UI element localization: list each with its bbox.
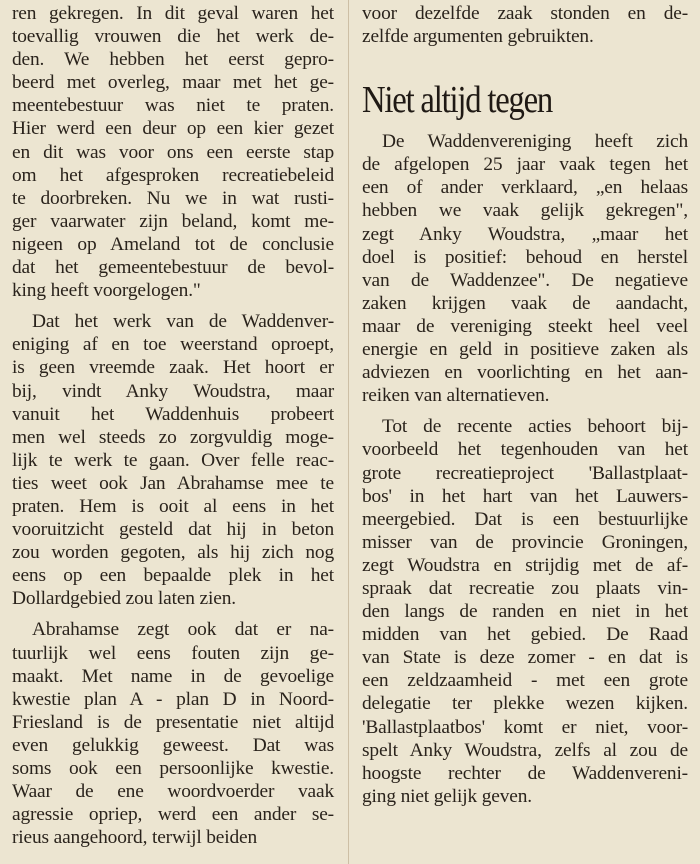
- text-line: ging niet gelijk geven.: [362, 785, 532, 807]
- text-line: van State is deze zomer - en dat is: [362, 647, 688, 669]
- text-line: ren gekregen. In dit geval waren het: [12, 3, 334, 24]
- text-line: Abrahamse zegt ook dat er na-: [32, 619, 334, 641]
- lead-paragraph: [362, 2, 688, 48]
- text-line: soms ook een persoonlijke kwestie.: [12, 758, 334, 779]
- text-line: ties weet ook Jan Abrahamse mee te: [12, 472, 334, 494]
- text-line: grote recreatieproject 'Ballastplaat-: [362, 462, 688, 484]
- text-line: Tot de recente acties behoort bij-: [382, 416, 688, 438]
- text-line: eens op een bepaalde plek in het: [12, 565, 334, 587]
- section-headline: Niet altijd tegen: [362, 79, 553, 122]
- text-line: den langs de randen en niet in het: [362, 601, 688, 623]
- text-line: men wel steeds zo zorgvuldig moge-: [12, 426, 334, 448]
- text-line: de afgelopen 25 jaar vaak tegen het: [362, 154, 688, 176]
- text-line: misser van de provincie Groningen,: [362, 531, 688, 553]
- text-line: hoogste rechter de Waddenvereni-: [362, 762, 688, 784]
- text-line: meentebestuur was niet te praten.: [12, 95, 334, 117]
- paragraph: [12, 618, 334, 849]
- text-line: vanuit het Waddenhuis probeert: [12, 403, 334, 425]
- text-line: spraak dat recreatie zou plaats vin-: [362, 577, 688, 599]
- right-body: [362, 130, 688, 808]
- text-line: kwestie plan A - plan D in Noord-: [12, 688, 334, 710]
- paragraph: [12, 2, 334, 302]
- text-line: beerd met overleg, maar met het ge-: [12, 72, 334, 94]
- text-line: van de Waddenzee". De negatieve: [362, 269, 688, 291]
- text-line: zegt Anky Woudstra, „maar het: [362, 223, 688, 245]
- text-line: een of ander verklaard, „en helaas: [362, 177, 688, 199]
- paragraph: [362, 130, 688, 407]
- text-line: bos' in het hart van het Lauwers-: [362, 485, 688, 507]
- text-line: bij, vindt Anky Woudstra, maar: [12, 380, 334, 402]
- text-line: zou worden gegoten, als hij zich nog: [12, 542, 334, 564]
- text-line: Dat het werk van de Waddenver-: [32, 311, 334, 333]
- text-line: maakt. Met name in de gevoelige: [12, 665, 334, 687]
- text-line: spelt Anky Woudstra, zelfs al zou de: [362, 739, 688, 761]
- text-line: nigeen op Ameland tot de conclusie: [12, 233, 334, 255]
- text-line: om het afgesproken recreatiebeleid: [12, 164, 334, 186]
- text-line: doel is positief: behoud en herstel: [362, 246, 688, 268]
- text-line: Friesland is de presentatie niet altijd: [12, 711, 334, 733]
- paragraph: [362, 415, 688, 808]
- text-line: even gelukkig geweest. Dat was: [12, 734, 334, 756]
- text-line: toevallig vrouwen die het werk de-: [12, 26, 334, 48]
- text-line: meergebied. Dat is een bestuurlijke: [362, 508, 688, 530]
- paragraph-gap: [12, 302, 334, 310]
- text-line: hebben we vaak gelijk gekregen",: [362, 200, 688, 222]
- paragraph-gap: [12, 610, 334, 618]
- text-line: en dit was voor ons een eerste stap: [12, 141, 334, 163]
- text-line: adviezen en voorlichting en het aan-: [362, 362, 688, 384]
- text-line: midden van het gebied. De Raad: [362, 624, 688, 646]
- text-line: praten. Hem is ooit al eens in het: [12, 495, 334, 517]
- text-line: een zeldzaamheid - met een grote: [362, 670, 688, 692]
- text-line: De Waddenvereniging heeft zich: [382, 131, 688, 153]
- text-line: te doorbreken. Nu we in wat rusti-: [12, 187, 334, 209]
- text-line: energie en geld in positieve zaken als: [362, 339, 688, 361]
- text-line: Dollardgebied zou laten zien.: [12, 588, 236, 610]
- text-line: eniging af en toe weerstand oproept,: [12, 334, 334, 356]
- text-line: zaken krijgen vaak de aandacht,: [362, 292, 688, 314]
- right-column: [362, 2, 688, 808]
- text-line: king heeft voorgelogen.": [12, 280, 201, 302]
- paragraph: [12, 310, 334, 610]
- paragraph-gap: [362, 407, 688, 415]
- left-column: [12, 2, 334, 849]
- text-line: dat het gemeentebestuur de bevol-: [12, 257, 334, 279]
- paragraph: [362, 2, 688, 48]
- text-line: vooruitzicht gesteld dat hij in beton: [12, 519, 334, 541]
- text-line: den. We hebben het eerst gepro-: [12, 49, 334, 71]
- text-line: voor dezelfde zaak stonden en de-: [362, 3, 688, 24]
- text-line: reiken van alternatieven.: [362, 385, 550, 407]
- text-line: maar de vereniging steekt heel veel: [362, 315, 688, 337]
- text-line: voorbeeld het tegenhouden van het: [362, 439, 688, 461]
- text-line: Hier werd een deur op een kier gezet: [12, 118, 334, 140]
- text-line: Waar de ene woordvoerder vaak: [12, 781, 334, 803]
- column-divider: [348, 0, 349, 864]
- text-line: ger vaarwater zijn beland, komt me-: [12, 210, 334, 232]
- text-line: tuurlijk wel eens fouten zijn ge-: [12, 642, 334, 664]
- text-line: zegt Woudstra en strijdig met de af-: [362, 554, 688, 576]
- text-line: lijk te werk te gaan. Over felle reac-: [12, 449, 334, 471]
- text-line: 'Ballastplaatbos' komt er niet, voor-: [362, 716, 688, 738]
- text-line: rieus aangehoord, terwijl beiden: [12, 827, 258, 849]
- text-line: agressie opriep, werd een ander se-: [12, 804, 334, 826]
- text-line: zelfde argumenten gebruikten.: [362, 26, 594, 48]
- text-line: delegatie ter plekke wezen kijken.: [362, 693, 688, 715]
- text-line: is geen vreemde zaak. Het hoort er: [12, 357, 334, 379]
